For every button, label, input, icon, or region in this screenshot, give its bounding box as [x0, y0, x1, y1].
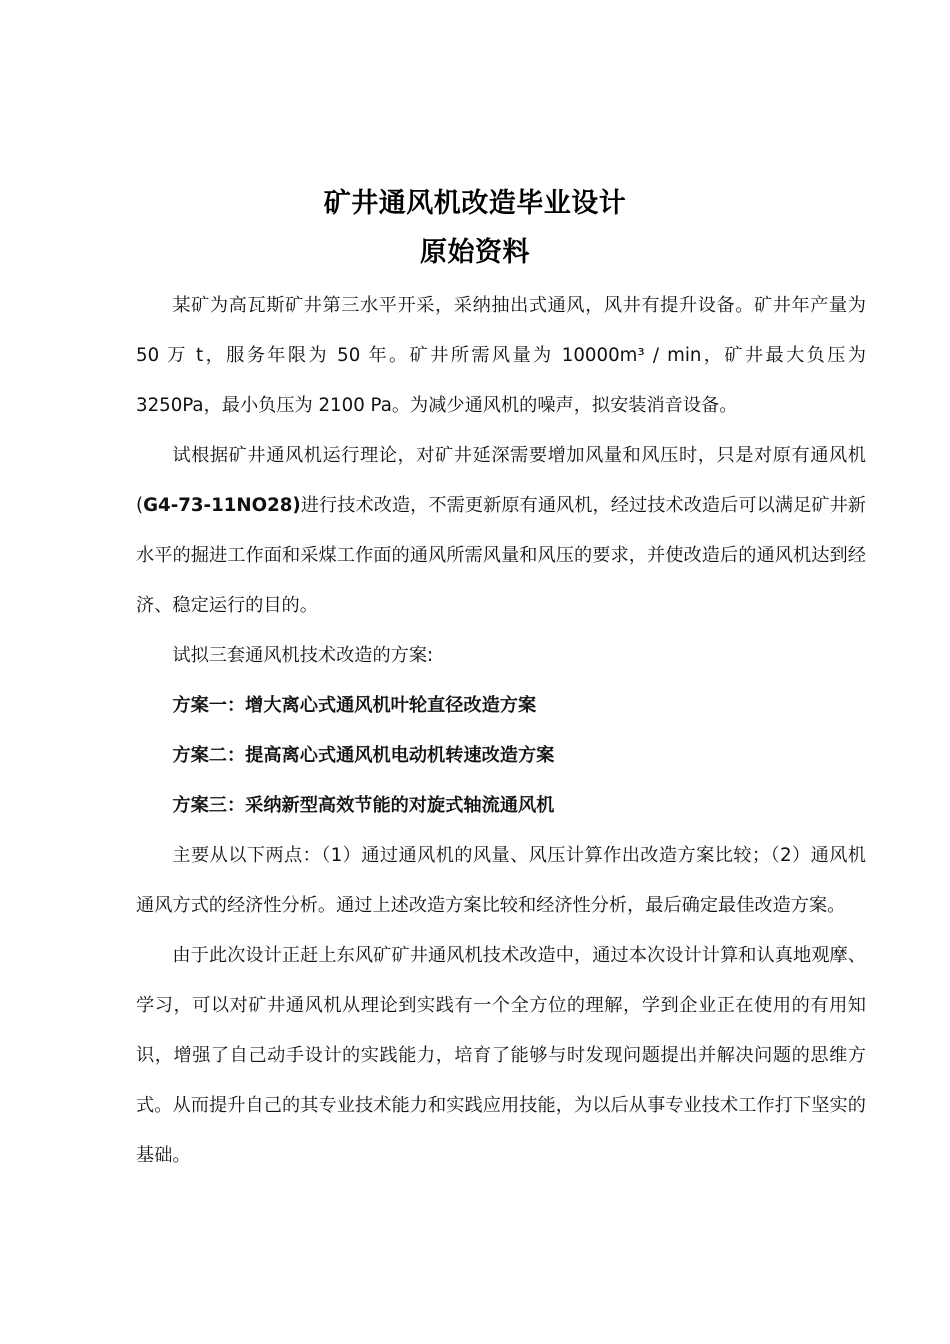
paragraph-conclusion: 由于此次设计正赶上东风矿矿井通风机技术改造中，通过本次设计计算和认真地观摩、学习，可以对矿井通风机从理论到实践有一个全方位的理解，学到企业正在使用的有用知识，增强了自己动手设计的实践能力，培育了能够与时发现问题提出并解决问题的思维方式。从而提升自己的其专业技术能力和实践应用技能，为以后从事专业技术工作打下坚实的基础。 [136, 945, 866, 1166]
plan-item-1: 方案一：增大离心式通风机叶轮直径改造方案 [172, 695, 537, 716]
document-body [136, 281, 866, 1181]
paragraph-plans-intro: 试拟三套通风机技术改造的方案: [172, 645, 434, 666]
document-subtitle: 原始资料 [420, 237, 530, 268]
plan-item-2: 方案二：提高离心式通风机电动机转速改造方案 [172, 745, 555, 766]
paragraph-mine-overview: 某矿为高瓦斯矿井第三水平开采，采纳抽出式通风，风井有提升设备。矿井年产量为 50 万 t，服务年限为 50 年。矿井所需风量为 10000m³ / min，矿井最大负压为 3250Pa，最小负压为 2100 Pa。为减少通风机的噪声，拟安装消音设备。 [136, 295, 866, 416]
plan-item-3: 方案三：采纳新型高效节能的对旋式轴流通风机 [172, 795, 555, 816]
paragraph-task-text-1: 试根据矿井通风机运行理论，对矿井延深需要增加风量和风压时，只是对原有通风机( [136, 445, 866, 516]
paragraph-task [136, 431, 866, 631]
paragraph-task-text-2: 进行技术改造，不需更新原有通风机，经过技术改造后可以满足矿井新水平的掘进工作面和采煤工作面的通风所需风量和风压的要求，并使改造后的通风机达到经济、稳定运行的目的。 [136, 495, 866, 616]
paragraph-analysis-points: 主要从以下两点：（1）通过通风机的风量、风压计算作出改造方案比较；（2）通风机通风方式的经济性分析。通过上述改造方案比较和经济性分析，最后确定最佳改造方案。 [136, 845, 866, 916]
document-title: 矿井通风机改造毕业设计 [323, 188, 627, 219]
fan-model-number: G4-73-11NO28) [143, 495, 301, 516]
